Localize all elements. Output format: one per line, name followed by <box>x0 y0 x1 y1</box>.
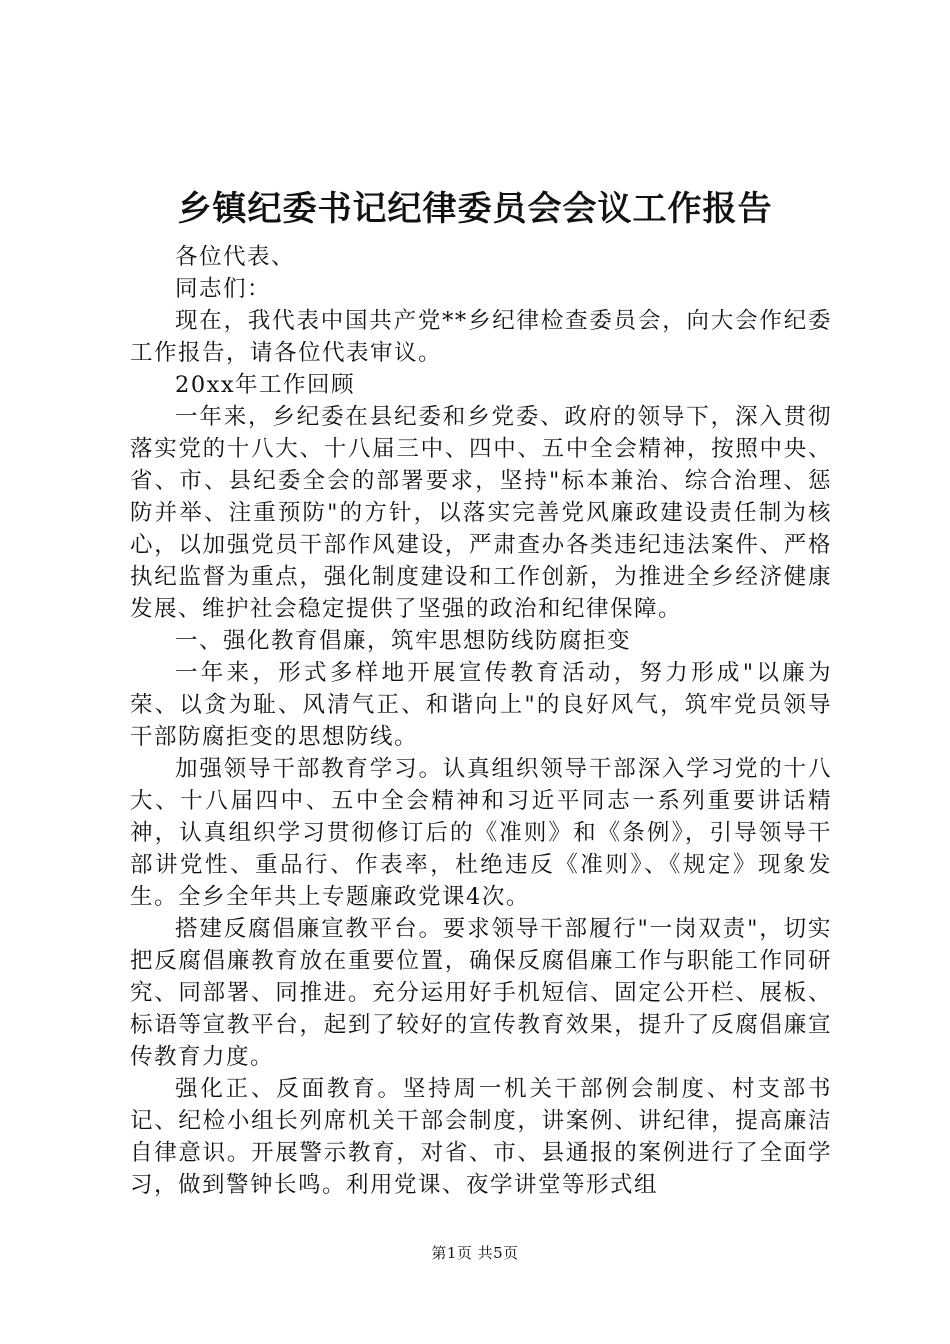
paragraph-publicity-platform: 搭建反腐倡廉宣教平台。要求领导干部履行"一岗双责"，切实把反腐倡廉教育放在重要位置，确保反腐倡廉工作与职能工作同研究、同部署、同推进。充分运用好手机短信、固定公开栏、展板、标语等宣教平台，起到了较好的宣传教育效果，提升了反腐倡廉宣传教育力度。 <box>130 916 832 1070</box>
section-heading-review: 20xx年工作回顾 <box>175 372 356 398</box>
page-number-footer: 第1页 共5页 <box>431 1244 519 1262</box>
paragraph-education-summary: 一年来，形式多样地开展宣传教育活动，努力形成"以廉为荣、以贪为耻、风清气正、和谐向上"的良好风气，筑牢党员领导干部防腐拒变的思想防线。 <box>130 660 832 750</box>
document-title: 乡镇纪委书记纪律委员会会议工作报告 <box>177 189 773 229</box>
document-body <box>130 241 832 1201</box>
paragraph-overview: 一年来，乡纪委在县纪委和乡党委、政府的领导下，深入贯彻落实党的十八大、十八届三中、四中、五中全会精神，按照中央、省、市、县纪委全会的部署要求，坚持"标本兼治、综合治理、惩防并举、注重预防"的方针，以落实完善党风廉政建设责任制为核心，以加强党员干部作风建设，严肃查办各类违纪违法案件、严格执纪监督为重点，强化制度建设和工作创新，为推进全乡经济健康发展、维护社会稳定提供了坚强的政治和纪律保障。 <box>130 404 832 622</box>
paragraph-intro: 现在，我代表中国共产党**乡纪律检查委员会，向大会作纪委工作报告，请各位代表审议。 <box>130 308 832 366</box>
paragraph-leadership-study: 加强领导干部教育学习。认真组织领导干部深入学习党的十八大、十八届四中、五中全会精神和习近平同志一系列重要讲话精神，认真组织学习贯彻修订后的《准则》和《条例》，引导领导干部讲党性、重品行、作表率，杜绝违反《准则》、《规定》现象发生。全乡全年共上专题廉政党课4次。 <box>130 756 832 910</box>
paragraph-warning-education: 强化正、反面教育。坚持周一机关干部例会制度、村支部书记、纪检小组长列席机关干部会制度，讲案例、讲纪律，提高廉洁自律意识。开展警示教育，对省、市、县通报的案例进行了全面学习，做到警钟长鸣。利用党课、夜学讲堂等形式组 <box>130 1076 832 1198</box>
paragraph-salutation-2: 同志们： <box>175 276 272 302</box>
paragraph-salutation-1: 各位代表、 <box>175 244 296 270</box>
section-heading-education: 一、强化教育倡廉，筑牢思想防线防腐拒变 <box>175 628 632 654</box>
